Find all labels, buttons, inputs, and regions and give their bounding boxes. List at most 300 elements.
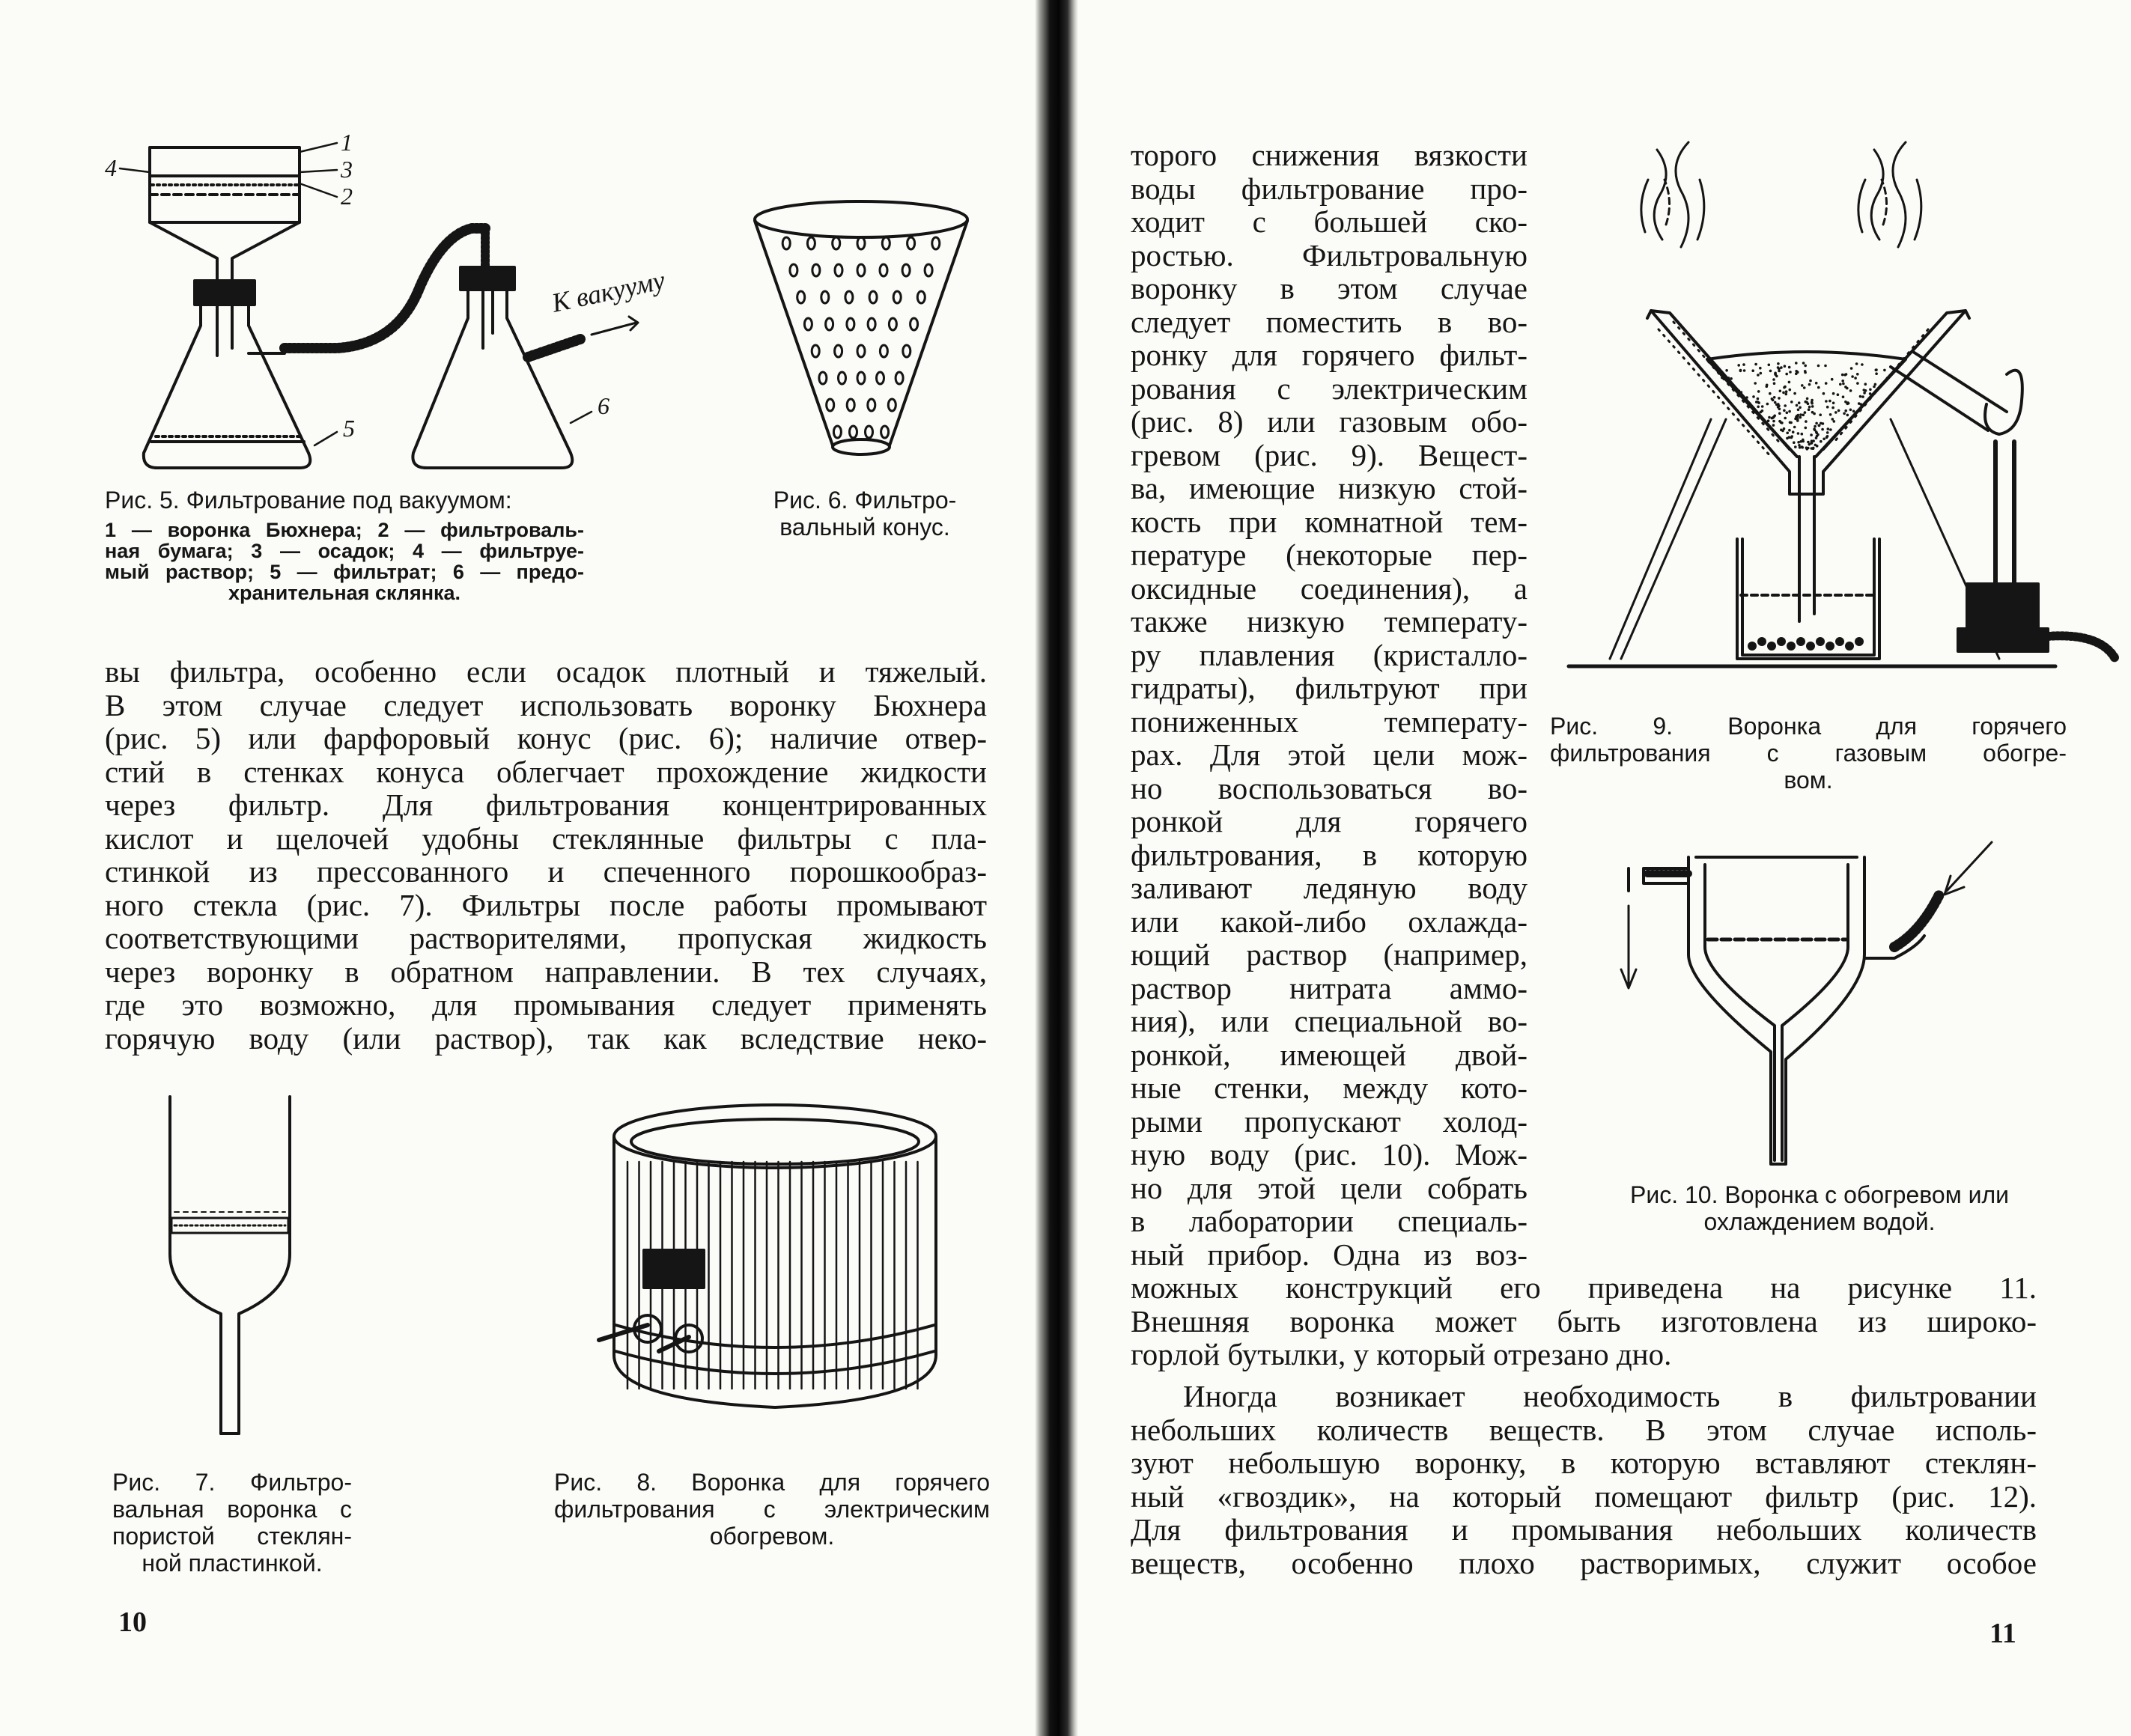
filter-dot bbox=[1772, 424, 1775, 427]
filter-dot bbox=[1795, 362, 1798, 365]
filter-dot bbox=[1801, 445, 1804, 448]
filter-dot bbox=[1842, 383, 1845, 386]
filter-dot bbox=[1805, 420, 1808, 423]
cone-hole bbox=[807, 237, 815, 249]
filter-dot bbox=[1773, 382, 1776, 385]
filter-dot bbox=[1807, 403, 1810, 406]
cone-hole bbox=[869, 291, 877, 303]
filter-dot bbox=[1751, 369, 1754, 372]
boiling-stone bbox=[1787, 642, 1796, 651]
cone-hole bbox=[888, 399, 896, 411]
fig8-electric-heating-bath-illustration bbox=[607, 1100, 943, 1415]
text-line: где это возможно, для промывания следует применять bbox=[105, 987, 987, 1022]
fig7-caption-line: вальная воронка с bbox=[112, 1496, 352, 1523]
filter-dot bbox=[1784, 365, 1787, 368]
filter-dot bbox=[1804, 365, 1807, 368]
filter-dot bbox=[1804, 370, 1807, 373]
filter-dot bbox=[1813, 412, 1816, 415]
filter-dot bbox=[1849, 409, 1852, 412]
filter-dot bbox=[1799, 406, 1802, 409]
cone-hole bbox=[847, 399, 854, 411]
fig5-legend-line: ная бумага; 3 — осадок; 4 — фильтруе- bbox=[105, 540, 584, 562]
filter-dot bbox=[1844, 409, 1847, 412]
filter-dot bbox=[1802, 362, 1805, 365]
filter-dot bbox=[1829, 428, 1832, 431]
filter-dot bbox=[1805, 427, 1808, 430]
filter-dot bbox=[1721, 377, 1724, 380]
cone-hole bbox=[827, 399, 834, 411]
filter-dot bbox=[1815, 430, 1818, 433]
fig7-caption-line: ной пластинкой. bbox=[142, 1550, 323, 1577]
filter-dot bbox=[1760, 372, 1763, 375]
filter-dot bbox=[1767, 419, 1770, 422]
filter-dot bbox=[1777, 366, 1780, 369]
filter-dot bbox=[1789, 371, 1792, 374]
filter-dot bbox=[1737, 364, 1740, 367]
filter-dot bbox=[1777, 362, 1780, 365]
filter-dot bbox=[1818, 424, 1821, 427]
text-line: ные стенки, между кото- bbox=[1131, 1070, 1527, 1105]
filter-dot bbox=[1842, 395, 1845, 398]
text-line: пониженных температу- bbox=[1131, 704, 1527, 739]
text-line: ростью. Фильтровальную bbox=[1131, 237, 1527, 272]
fig7-caption-line: пористой стеклян- bbox=[112, 1523, 352, 1550]
filter-dot bbox=[1863, 392, 1866, 395]
text-line: ронку для горячего фильт- bbox=[1131, 338, 1527, 372]
cone-hole bbox=[857, 372, 865, 384]
filter-dot bbox=[1810, 433, 1813, 436]
text-line: стинкой из прессованного и спеченного порошкообраз- bbox=[105, 854, 987, 889]
filter-dot bbox=[1786, 412, 1789, 415]
filter-dot bbox=[1815, 382, 1818, 385]
filter-dot bbox=[1817, 365, 1820, 368]
filter-dot bbox=[1809, 380, 1812, 383]
fig9-caption-line: вом. bbox=[1784, 767, 1833, 794]
filter-dot bbox=[1829, 413, 1832, 416]
text-line: ного стекла (рис. 7). Фильтры после работы промывают bbox=[105, 887, 987, 922]
filter-dot bbox=[1725, 369, 1728, 372]
filter-dot bbox=[1812, 447, 1815, 450]
filter-dot bbox=[1846, 403, 1849, 406]
filter-dot bbox=[1780, 366, 1783, 369]
text-line: рах. Для этой цели мож- bbox=[1131, 737, 1527, 772]
cone-hole bbox=[893, 291, 901, 303]
filter-dot bbox=[1785, 373, 1788, 376]
text-line: ную воду (рис. 10). Мож- bbox=[1131, 1137, 1527, 1172]
filter-dot bbox=[1861, 363, 1864, 366]
text-line: В этом случае следует использовать воронку Бюхнера bbox=[105, 687, 987, 722]
fig6-porcelain-cone-illustration bbox=[749, 198, 973, 460]
filter-dot bbox=[1784, 417, 1787, 420]
cone-hole bbox=[881, 426, 889, 438]
cone-hole bbox=[877, 372, 884, 384]
filter-dot bbox=[1797, 432, 1800, 435]
filter-dot bbox=[1856, 382, 1859, 385]
filter-dot bbox=[1785, 390, 1788, 393]
filter-dot bbox=[1784, 404, 1787, 407]
filter-dot bbox=[1793, 441, 1796, 444]
text-line: можных конструкций его приведена на рисунке 11. bbox=[1131, 1270, 2037, 1305]
text-line: торого снижения вязкости bbox=[1131, 138, 1527, 172]
text-line: стий в стенках конуса облегчает прохождение жидкости bbox=[105, 754, 987, 789]
text-line: вы фильтра, особенно если осадок плотный и тяжелый. bbox=[105, 654, 987, 689]
filter-dot bbox=[1874, 383, 1877, 386]
filter-dot bbox=[1855, 362, 1858, 365]
filter-dot bbox=[1808, 406, 1811, 409]
filter-dot bbox=[1781, 430, 1784, 433]
filter-dot bbox=[1788, 366, 1791, 369]
text-line: соответствующими растворителями, пропуская жидкость bbox=[105, 921, 987, 955]
text-line: горлой бутылки, у который отрезано дно. bbox=[1131, 1337, 1672, 1371]
text-line: ния), или специальной во- bbox=[1131, 1004, 1527, 1038]
text-line: гидраты), фильтруют при bbox=[1131, 671, 1527, 705]
filter-dot bbox=[1851, 375, 1854, 378]
filter-dot bbox=[1817, 386, 1820, 389]
filter-dot bbox=[1869, 392, 1872, 395]
filter-dot bbox=[1785, 393, 1788, 396]
filter-dot bbox=[1802, 414, 1805, 417]
filter-dot bbox=[1825, 382, 1828, 385]
filter-dot bbox=[1790, 435, 1793, 438]
cone-hole bbox=[917, 291, 925, 303]
filter-dot bbox=[1831, 406, 1834, 409]
filter-dot bbox=[1832, 402, 1835, 405]
text-line: следует поместить в во- bbox=[1131, 304, 1527, 339]
filter-dot bbox=[1826, 435, 1829, 438]
boiling-stone bbox=[1845, 642, 1854, 651]
filter-dot bbox=[1864, 389, 1867, 392]
filter-dot bbox=[1730, 377, 1733, 380]
filter-dot bbox=[1856, 373, 1859, 376]
fig5-legend bbox=[105, 520, 584, 603]
filter-dot bbox=[1788, 381, 1791, 384]
filter-dot bbox=[1783, 386, 1786, 389]
filter-dot bbox=[1778, 408, 1781, 411]
filter-dot bbox=[1804, 411, 1807, 414]
boiling-stone bbox=[1777, 637, 1786, 646]
filter-dot bbox=[1849, 389, 1852, 392]
filter-dot bbox=[1799, 416, 1802, 419]
text-line: но для этой цели собрать bbox=[1131, 1170, 1527, 1205]
fig5-label-2: 2 bbox=[341, 183, 353, 210]
boiling-stone bbox=[1757, 637, 1766, 646]
cone-hole bbox=[880, 264, 887, 276]
filter-dot bbox=[1876, 388, 1879, 391]
text-line: ный прибор. Одна из воз- bbox=[1131, 1237, 1527, 1272]
filter-dot bbox=[1752, 395, 1755, 398]
page-number-left: 10 bbox=[118, 1606, 147, 1638]
cone-hole bbox=[880, 345, 887, 357]
text-line: гревом (рис. 9). Вещест- bbox=[1131, 437, 1527, 472]
right-full-width-text bbox=[1131, 1271, 2037, 1371]
filter-dot bbox=[1772, 420, 1775, 423]
cone-hole bbox=[868, 318, 875, 330]
right-page bbox=[1078, 0, 2131, 1736]
filter-dot bbox=[1814, 425, 1817, 428]
filter-dot bbox=[1759, 367, 1762, 370]
fig8-caption-line: фильтрования с электрическим bbox=[554, 1496, 990, 1523]
filter-dot bbox=[1766, 403, 1769, 406]
filter-dot bbox=[1817, 433, 1820, 436]
filter-dot bbox=[1798, 444, 1801, 447]
filter-dot bbox=[1841, 374, 1844, 377]
fig5-label-3: 3 bbox=[341, 156, 353, 183]
filter-dot bbox=[1754, 363, 1757, 366]
fig6-caption-line: Рис. 6. Фильтро- bbox=[773, 487, 957, 514]
text-line: Внешняя воронка может быть изготовлена из широко- bbox=[1131, 1303, 2037, 1338]
cone-hole bbox=[835, 264, 842, 276]
filter-dot bbox=[1833, 420, 1836, 423]
filter-dot bbox=[1820, 440, 1823, 443]
fig8-caption-line: обогревом. bbox=[709, 1523, 835, 1550]
filter-dot bbox=[1778, 397, 1781, 400]
text-line: оксидные соединения), а bbox=[1131, 570, 1527, 606]
text-line: Иногда возникает необходимость в фильтровании bbox=[1183, 1379, 2037, 1413]
filter-dot bbox=[1757, 390, 1760, 393]
filter-dot bbox=[1797, 441, 1800, 444]
filter-dot bbox=[1843, 374, 1846, 377]
filter-dot bbox=[1772, 399, 1775, 402]
filter-dot bbox=[1828, 400, 1831, 403]
text-line: воды фильтрование про- bbox=[1131, 171, 1527, 206]
text-line: ронкой, имеющей двой- bbox=[1131, 1037, 1527, 1072]
filter-dot bbox=[1873, 386, 1876, 389]
text-line: ющий раствор (например, bbox=[1131, 937, 1527, 972]
filter-dot bbox=[1740, 391, 1743, 394]
filter-dot bbox=[1826, 406, 1829, 409]
text-line: небольших количеств веществ. В этом случае исполь- bbox=[1131, 1412, 2037, 1447]
filter-dot bbox=[1854, 377, 1857, 380]
left-body-paragraph bbox=[105, 655, 987, 1055]
text-line: ру плавления (кристалло- bbox=[1131, 637, 1527, 672]
filter-dot bbox=[1796, 418, 1799, 421]
filter-dot bbox=[1861, 395, 1864, 398]
cone-hole bbox=[845, 291, 853, 303]
cone-hole bbox=[896, 372, 903, 384]
text-line: кислот и щелочей удобны стеклянные фильтры с пла- bbox=[105, 820, 987, 856]
filter-dot bbox=[1859, 395, 1862, 398]
filter-dot bbox=[1823, 438, 1826, 441]
text-line: Для фильтрования и промывания небольших количеств bbox=[1131, 1512, 2037, 1547]
filter-dot bbox=[1757, 406, 1760, 409]
filter-dot bbox=[1783, 409, 1786, 412]
filter-dot bbox=[1757, 398, 1760, 401]
filter-dot bbox=[1844, 386, 1847, 389]
fig5-legend-line: 1 — воронка Бюхнера; 2 — фильтроваль- bbox=[105, 519, 584, 541]
filter-dot bbox=[1745, 396, 1748, 399]
book-spine-gutter bbox=[1035, 0, 1078, 1736]
filter-dot bbox=[1801, 384, 1804, 387]
fig5-legend-line: хранительная склянка. bbox=[228, 582, 461, 604]
fig9-caption-line: Рис. 9. Воронка для горячего bbox=[1550, 713, 2067, 740]
filter-dot bbox=[1761, 405, 1764, 408]
text-line: (рис. 5) или фарфоровый конус (рис. 6); наличие отвер- bbox=[105, 721, 987, 755]
filter-dot bbox=[1834, 411, 1837, 414]
fig5-label-6: 6 bbox=[598, 392, 609, 419]
text-line: или какой-либо охлажда- bbox=[1131, 904, 1527, 939]
text-line: ный «гвоздик», на который помещают фильтр (рис. 12). bbox=[1131, 1478, 2037, 1514]
left-page bbox=[0, 0, 1033, 1736]
fig9-gas-heated-funnel-illustration bbox=[1576, 135, 2055, 681]
fig10-caption bbox=[1557, 1181, 2082, 1235]
filter-dot bbox=[1798, 401, 1801, 404]
filter-dot bbox=[1711, 363, 1714, 366]
text-line: пературе (некоторые пер- bbox=[1131, 537, 1527, 572]
text-line: в лаборатории специаль- bbox=[1131, 1204, 1527, 1238]
filter-dot bbox=[1831, 418, 1834, 421]
fig6-caption-line: вальный конус. bbox=[779, 514, 950, 540]
text-line: но воспользоваться во- bbox=[1131, 770, 1527, 805]
fig5-label-1: 1 bbox=[341, 129, 353, 156]
cone-hole bbox=[889, 318, 896, 330]
filter-dot bbox=[1850, 367, 1853, 370]
right-paragraph-2 bbox=[1131, 1380, 2037, 1580]
filter-dot bbox=[1782, 392, 1785, 395]
filter-dot bbox=[1754, 382, 1757, 385]
fig5-vacuum-label: К вакууму bbox=[549, 264, 668, 318]
filter-dot bbox=[1786, 432, 1789, 435]
filter-dot bbox=[1837, 393, 1840, 396]
filter-dot bbox=[1811, 401, 1814, 404]
filter-dot bbox=[1778, 412, 1781, 415]
cone-hole bbox=[819, 372, 827, 384]
filter-dot bbox=[1772, 378, 1775, 381]
boiling-stone bbox=[1855, 637, 1864, 646]
filter-dot bbox=[1811, 439, 1814, 442]
filter-dot bbox=[1757, 401, 1760, 403]
filter-dot bbox=[1717, 369, 1720, 372]
filter-dot bbox=[1837, 409, 1840, 412]
filter-dot bbox=[1864, 383, 1867, 386]
filter-dot bbox=[1727, 377, 1730, 380]
filter-dot bbox=[1808, 443, 1811, 446]
fig10-jacketed-funnel-illustration bbox=[1606, 835, 2040, 1179]
filter-dot bbox=[1820, 422, 1823, 425]
filter-dot bbox=[1794, 445, 1797, 448]
filter-dot bbox=[1790, 421, 1793, 424]
fig9-caption-line: фильтрования с газовым обогре- bbox=[1550, 740, 2067, 767]
filter-dot bbox=[1799, 413, 1802, 416]
filter-dot bbox=[1796, 404, 1799, 407]
cone-hole bbox=[839, 372, 846, 384]
filter-dot bbox=[1839, 383, 1842, 386]
filter-dot bbox=[1883, 369, 1886, 372]
filter-dot bbox=[1795, 370, 1798, 373]
text-line: через воронку в обратном направлении. В тех случаях, bbox=[105, 954, 987, 989]
cone-hole bbox=[804, 318, 812, 330]
filter-dot bbox=[1790, 401, 1793, 403]
text-line: раствор нитрата аммо- bbox=[1131, 970, 1527, 1005]
fig7-glass-filter-funnel-illustration bbox=[161, 1097, 300, 1441]
fig5-label-5: 5 bbox=[343, 415, 355, 442]
text-line: веществ, особенно плохо растворимых, служит особое bbox=[1131, 1545, 2037, 1580]
cone-hole bbox=[821, 291, 829, 303]
cone-hole bbox=[902, 264, 910, 276]
filter-dot bbox=[1803, 386, 1806, 389]
filter-dot bbox=[1748, 402, 1751, 405]
filter-dot bbox=[1768, 364, 1771, 367]
filter-dot bbox=[1811, 405, 1814, 408]
cone-hole bbox=[797, 291, 805, 303]
filter-dot bbox=[1793, 426, 1796, 429]
text-line: ходит с большей ско- bbox=[1131, 204, 1527, 239]
cone-hole bbox=[833, 426, 841, 438]
cone-hole bbox=[812, 345, 819, 357]
fig7-caption-line: Рис. 7. Фильтро- bbox=[112, 1469, 352, 1496]
filter-dot bbox=[1807, 441, 1810, 444]
text-line: кость при комнатной тем- bbox=[1131, 504, 1527, 539]
boiling-stone bbox=[1826, 642, 1834, 651]
filter-dot bbox=[1813, 427, 1816, 430]
filter-dot bbox=[1788, 436, 1791, 439]
filter-dot bbox=[1823, 392, 1826, 395]
filter-dot bbox=[1805, 401, 1808, 403]
filter-dot bbox=[1824, 365, 1827, 368]
filter-dot bbox=[1768, 416, 1771, 419]
filter-dot bbox=[1825, 400, 1828, 403]
fig10-caption-line: охлаждением водой. bbox=[1703, 1208, 1936, 1235]
filter-dot bbox=[1846, 414, 1849, 417]
right-column-text bbox=[1131, 138, 1527, 1271]
filter-dot bbox=[1788, 410, 1791, 413]
filter-dot bbox=[1900, 362, 1903, 365]
cone-hole bbox=[882, 237, 890, 249]
filter-dot bbox=[1777, 403, 1780, 406]
boiling-stone bbox=[1767, 642, 1776, 651]
filter-dot bbox=[1875, 368, 1878, 371]
filter-dot bbox=[1843, 412, 1846, 415]
filter-dot bbox=[1738, 389, 1741, 392]
text-line: фильтрования, в которую bbox=[1131, 837, 1527, 872]
fig10-caption-line: Рис. 10. Воронка с обогревом или bbox=[1630, 1181, 2009, 1208]
text-line: через фильтр. Для фильтрования концентрированных bbox=[105, 788, 987, 822]
boiling-stone bbox=[1748, 642, 1757, 651]
cone-hole bbox=[857, 264, 865, 276]
filter-dot bbox=[1769, 370, 1772, 373]
filter-dot bbox=[1720, 374, 1723, 377]
filter-dot bbox=[1814, 444, 1817, 447]
filter-dot bbox=[1801, 433, 1804, 436]
fig7-caption bbox=[112, 1469, 352, 1577]
filter-dot bbox=[1886, 377, 1889, 380]
filter-dot bbox=[1831, 378, 1834, 381]
filter-dot bbox=[1788, 429, 1791, 432]
cone-hole bbox=[857, 237, 865, 249]
text-line: также низкую температу- bbox=[1131, 604, 1527, 639]
filter-dot bbox=[1772, 415, 1775, 418]
text-line: зуют небольшую воронку, в которую вставляют стеклян- bbox=[1131, 1446, 2037, 1480]
cone-hole bbox=[835, 345, 842, 357]
filter-dot bbox=[1779, 390, 1782, 393]
cone-hole bbox=[782, 237, 790, 249]
filter-dot bbox=[1806, 398, 1809, 401]
cone-hole bbox=[911, 318, 918, 330]
filter-dot bbox=[1802, 439, 1805, 442]
cone-hole bbox=[866, 426, 873, 438]
page-number-right: 11 bbox=[1989, 1618, 2016, 1649]
filter-dot bbox=[1774, 401, 1777, 404]
fig5-vacuum-filtration-illustration bbox=[105, 129, 696, 475]
cone-hole bbox=[932, 237, 940, 249]
filter-dot bbox=[1774, 374, 1777, 377]
filter-dot bbox=[1789, 389, 1792, 392]
cone-hole bbox=[812, 264, 820, 276]
filter-dot bbox=[1807, 447, 1810, 450]
fig9-caption bbox=[1550, 713, 2067, 794]
fig5-caption: Рис. 5. Фильтрование под вакуумом: bbox=[105, 487, 512, 514]
filter-dot bbox=[1826, 431, 1829, 434]
filter-dot bbox=[1875, 372, 1878, 375]
